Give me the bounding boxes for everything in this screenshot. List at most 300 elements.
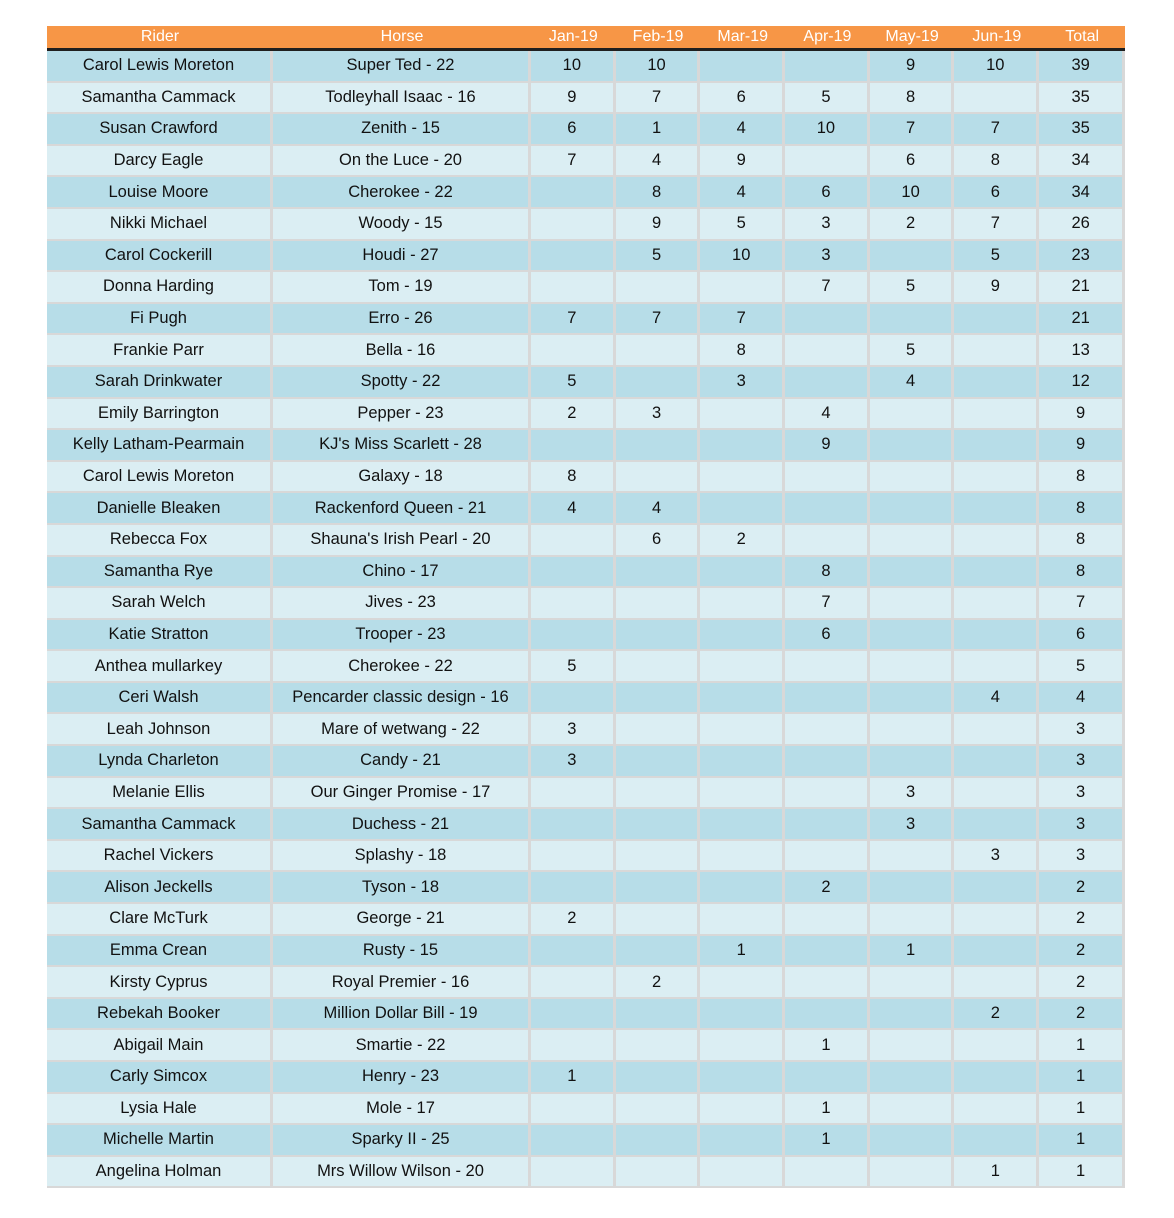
cell-horse: Tyson - 18: [273, 872, 531, 904]
cell-rider: Nikki Michael: [47, 209, 273, 241]
cell-mar: [700, 430, 785, 462]
cell-total: 3: [1039, 778, 1125, 810]
table-row: [47, 83, 1125, 115]
cell-may: [870, 967, 955, 999]
cell-rider: Donna Harding: [47, 272, 273, 304]
cell-horse: Rackenford Queen - 21: [273, 493, 531, 525]
cell-feb: [616, 462, 701, 494]
cell-total: 8: [1039, 493, 1125, 525]
cell-horse: Mole - 17: [273, 1094, 531, 1126]
cell-horse: Trooper - 23: [273, 620, 531, 652]
cell-jan: [531, 809, 616, 841]
table-row: [47, 462, 1125, 494]
cell-apr: 8: [785, 557, 870, 589]
cell-feb: 2: [616, 967, 701, 999]
cell-jun: [954, 493, 1039, 525]
cell-feb: [616, 683, 701, 715]
cell-jun: [954, 430, 1039, 462]
cell-jan: 1: [531, 1062, 616, 1094]
cell-rider: Danielle Bleaken: [47, 493, 273, 525]
cell-total: 34: [1039, 146, 1125, 178]
cell-jan: [531, 1157, 616, 1189]
cell-jun: [954, 1125, 1039, 1157]
cell-jun: [954, 367, 1039, 399]
cell-feb: 7: [616, 304, 701, 336]
cell-jan: 3: [531, 746, 616, 778]
cell-feb: [616, 1094, 701, 1126]
cell-feb: [616, 1125, 701, 1157]
cell-feb: [616, 588, 701, 620]
cell-jun: [954, 1030, 1039, 1062]
cell-mar: [700, 493, 785, 525]
cell-may: [870, 1094, 955, 1126]
cell-rider: Angelina Holman: [47, 1157, 273, 1189]
table-row: [47, 1125, 1125, 1157]
cell-jan: [531, 177, 616, 209]
cell-jun: 1: [954, 1157, 1039, 1189]
cell-jun: [954, 462, 1039, 494]
cell-apr: [785, 778, 870, 810]
cell-mar: [700, 999, 785, 1031]
cell-mar: [700, 51, 785, 83]
cell-horse: KJ's Miss Scarlett - 28: [273, 430, 531, 462]
table-row: [47, 367, 1125, 399]
cell-may: [870, 1125, 955, 1157]
cell-apr: [785, 304, 870, 336]
cell-apr: 7: [785, 272, 870, 304]
cell-apr: 4: [785, 399, 870, 431]
table-row: [47, 209, 1125, 241]
cell-feb: [616, 841, 701, 873]
cell-jun: [954, 588, 1039, 620]
cell-total: 7: [1039, 588, 1125, 620]
cell-rider: Darcy Eagle: [47, 146, 273, 178]
cell-jun: 6: [954, 177, 1039, 209]
cell-jan: [531, 999, 616, 1031]
cell-jan: [531, 335, 616, 367]
cell-feb: 4: [616, 146, 701, 178]
cell-jun: [954, 872, 1039, 904]
cell-may: 3: [870, 778, 955, 810]
cell-jan: [531, 967, 616, 999]
cell-jun: [954, 778, 1039, 810]
cell-may: [870, 399, 955, 431]
cell-jan: [531, 841, 616, 873]
cell-mar: [700, 557, 785, 589]
cell-may: [870, 525, 955, 557]
cell-mar: [700, 872, 785, 904]
cell-may: [870, 683, 955, 715]
cell-may: 7: [870, 114, 955, 146]
cell-may: 6: [870, 146, 955, 178]
table-row: [47, 177, 1125, 209]
cell-mar: [700, 1125, 785, 1157]
cell-total: 21: [1039, 272, 1125, 304]
cell-total: 6: [1039, 620, 1125, 652]
cell-mar: [700, 714, 785, 746]
cell-rider: Kirsty Cyprus: [47, 967, 273, 999]
cell-jan: [531, 272, 616, 304]
cell-horse: Tom - 19: [273, 272, 531, 304]
cell-rider: Abigail Main: [47, 1030, 273, 1062]
cell-apr: 1: [785, 1094, 870, 1126]
cell-apr: [785, 51, 870, 83]
table-row: [47, 746, 1125, 778]
cell-horse: Bella - 16: [273, 335, 531, 367]
cell-rider: Carol Lewis Moreton: [47, 462, 273, 494]
cell-jan: [531, 778, 616, 810]
cell-jan: 3: [531, 714, 616, 746]
cell-horse: Pepper - 23: [273, 399, 531, 431]
cell-feb: [616, 620, 701, 652]
cell-rider: Alison Jeckells: [47, 872, 273, 904]
cell-apr: [785, 367, 870, 399]
cell-total: 1: [1039, 1062, 1125, 1094]
cell-may: [870, 557, 955, 589]
table-row: [47, 714, 1125, 746]
cell-total: 3: [1039, 809, 1125, 841]
table-row: [47, 809, 1125, 841]
cell-jan: [531, 620, 616, 652]
cell-total: 23: [1039, 241, 1125, 273]
cell-total: 9: [1039, 399, 1125, 431]
cell-feb: [616, 1030, 701, 1062]
cell-feb: [616, 999, 701, 1031]
cell-jun: 7: [954, 114, 1039, 146]
table-row: [47, 114, 1125, 146]
cell-rider: Michelle Martin: [47, 1125, 273, 1157]
cell-rider: Kelly Latham-Pearmain: [47, 430, 273, 462]
cell-horse: Smartie - 22: [273, 1030, 531, 1062]
cell-jun: 10: [954, 51, 1039, 83]
cell-horse: Pencarder classic design - 16: [273, 683, 531, 715]
cell-feb: 8: [616, 177, 701, 209]
cell-total: 9: [1039, 430, 1125, 462]
table-row: [47, 1062, 1125, 1094]
cell-may: [870, 904, 955, 936]
cell-may: 10: [870, 177, 955, 209]
cell-total: 34: [1039, 177, 1125, 209]
cell-may: 5: [870, 272, 955, 304]
cell-jan: [531, 1094, 616, 1126]
cell-feb: [616, 778, 701, 810]
cell-apr: 5: [785, 83, 870, 115]
cell-total: 8: [1039, 557, 1125, 589]
cell-total: 8: [1039, 462, 1125, 494]
cell-jan: [531, 430, 616, 462]
header-row: [47, 26, 1125, 51]
cell-jan: [531, 241, 616, 273]
cell-horse: Henry - 23: [273, 1062, 531, 1094]
cell-total: 8: [1039, 525, 1125, 557]
cell-rider: Samantha Cammack: [47, 809, 273, 841]
cell-total: 39: [1039, 51, 1125, 83]
cell-horse: Cherokee - 22: [273, 177, 531, 209]
cell-jun: [954, 651, 1039, 683]
cell-total: 12: [1039, 367, 1125, 399]
table-row: [47, 999, 1125, 1031]
table-row: [47, 51, 1125, 83]
header-rider: Rider: [47, 26, 273, 51]
table-row: [47, 872, 1125, 904]
cell-rider: Carol Cockerill: [47, 241, 273, 273]
table-row: [47, 1030, 1125, 1062]
cell-may: [870, 462, 955, 494]
cell-jun: [954, 1062, 1039, 1094]
cell-jun: 8: [954, 146, 1039, 178]
cell-apr: [785, 746, 870, 778]
cell-jan: [531, 936, 616, 968]
cell-feb: 1: [616, 114, 701, 146]
cell-horse: On the Luce - 20: [273, 146, 531, 178]
cell-jan: [531, 1125, 616, 1157]
cell-rider: Katie Stratton: [47, 620, 273, 652]
cell-apr: [785, 493, 870, 525]
cell-mar: [700, 746, 785, 778]
cell-jan: [531, 588, 616, 620]
header-jun: Jun-19: [954, 26, 1039, 51]
cell-feb: 5: [616, 241, 701, 273]
cell-mar: [700, 1157, 785, 1189]
cell-jan: 9: [531, 83, 616, 115]
cell-jun: [954, 83, 1039, 115]
cell-rider: Samantha Cammack: [47, 83, 273, 115]
cell-horse: Million Dollar Bill - 19: [273, 999, 531, 1031]
cell-horse: Candy - 21: [273, 746, 531, 778]
cell-horse: Duchess - 21: [273, 809, 531, 841]
cell-horse: Woody - 15: [273, 209, 531, 241]
cell-feb: 6: [616, 525, 701, 557]
cell-feb: [616, 746, 701, 778]
cell-total: 3: [1039, 714, 1125, 746]
cell-jun: 5: [954, 241, 1039, 273]
cell-jun: [954, 525, 1039, 557]
cell-mar: 6: [700, 83, 785, 115]
cell-feb: 9: [616, 209, 701, 241]
cell-apr: 6: [785, 177, 870, 209]
cell-may: [870, 588, 955, 620]
cell-may: [870, 304, 955, 336]
cell-apr: 3: [785, 209, 870, 241]
cell-mar: 5: [700, 209, 785, 241]
cell-mar: [700, 588, 785, 620]
cell-mar: 8: [700, 335, 785, 367]
cell-feb: [616, 335, 701, 367]
cell-horse: Splashy - 18: [273, 841, 531, 873]
table-body: [47, 51, 1125, 1188]
cell-rider: Samantha Rye: [47, 557, 273, 589]
cell-total: 2: [1039, 936, 1125, 968]
cell-jan: [531, 872, 616, 904]
cell-jun: [954, 620, 1039, 652]
cell-mar: [700, 462, 785, 494]
header-jan: Jan-19: [531, 26, 616, 51]
cell-horse: Zenith - 15: [273, 114, 531, 146]
cell-jan: 2: [531, 904, 616, 936]
cell-mar: [700, 778, 785, 810]
header-mar: Mar-19: [700, 26, 785, 51]
cell-horse: Shauna's Irish Pearl - 20: [273, 525, 531, 557]
cell-mar: 7: [700, 304, 785, 336]
table-header: [47, 26, 1125, 51]
cell-jan: 5: [531, 367, 616, 399]
table-row: [47, 967, 1125, 999]
cell-mar: [700, 1062, 785, 1094]
table-row: [47, 588, 1125, 620]
cell-apr: 6: [785, 620, 870, 652]
cell-rider: Emily Barrington: [47, 399, 273, 431]
cell-rider: Sarah Drinkwater: [47, 367, 273, 399]
cell-total: 2: [1039, 872, 1125, 904]
cell-rider: Melanie Ellis: [47, 778, 273, 810]
table-row: [47, 683, 1125, 715]
table-row: [47, 1094, 1125, 1126]
cell-rider: Frankie Parr: [47, 335, 273, 367]
table-row: [47, 557, 1125, 589]
cell-jan: [531, 557, 616, 589]
cell-jun: [954, 1094, 1039, 1126]
cell-jan: [531, 209, 616, 241]
cell-horse: Jives - 23: [273, 588, 531, 620]
cell-feb: [616, 872, 701, 904]
cell-may: 3: [870, 809, 955, 841]
table-row: [47, 620, 1125, 652]
cell-jan: [531, 683, 616, 715]
cell-jun: [954, 967, 1039, 999]
cell-feb: 7: [616, 83, 701, 115]
cell-jan: 8: [531, 462, 616, 494]
cell-jun: [954, 746, 1039, 778]
cell-total: 2: [1039, 904, 1125, 936]
cell-mar: 4: [700, 177, 785, 209]
cell-apr: [785, 1157, 870, 1189]
cell-total: 2: [1039, 999, 1125, 1031]
cell-mar: [700, 967, 785, 999]
cell-rider: Carly Simcox: [47, 1062, 273, 1094]
cell-jun: 7: [954, 209, 1039, 241]
cell-total: 13: [1039, 335, 1125, 367]
cell-rider: Emma Crean: [47, 936, 273, 968]
cell-mar: 3: [700, 367, 785, 399]
cell-may: [870, 872, 955, 904]
cell-total: 1: [1039, 1157, 1125, 1189]
cell-feb: [616, 272, 701, 304]
table-row: [47, 493, 1125, 525]
table-row: [47, 146, 1125, 178]
cell-horse: George - 21: [273, 904, 531, 936]
cell-total: 1: [1039, 1094, 1125, 1126]
cell-feb: 10: [616, 51, 701, 83]
cell-total: 3: [1039, 841, 1125, 873]
cell-mar: 1: [700, 936, 785, 968]
cell-may: [870, 493, 955, 525]
cell-mar: [700, 272, 785, 304]
table-row: [47, 778, 1125, 810]
cell-jun: [954, 335, 1039, 367]
cell-rider: Clare McTurk: [47, 904, 273, 936]
header-horse: Horse: [273, 26, 531, 51]
leaderboard-table: [47, 26, 1125, 1188]
cell-may: [870, 430, 955, 462]
cell-apr: [785, 714, 870, 746]
cell-apr: 10: [785, 114, 870, 146]
cell-rider: Rebekah Booker: [47, 999, 273, 1031]
cell-mar: 10: [700, 241, 785, 273]
cell-feb: [616, 904, 701, 936]
cell-jun: 3: [954, 841, 1039, 873]
cell-may: 9: [870, 51, 955, 83]
cell-horse: Todleyhall Isaac - 16: [273, 83, 531, 115]
cell-jun: [954, 714, 1039, 746]
cell-may: 4: [870, 367, 955, 399]
cell-jan: [531, 525, 616, 557]
cell-feb: [616, 651, 701, 683]
cell-jun: [954, 936, 1039, 968]
cell-jun: [954, 304, 1039, 336]
cell-rider: Louise Moore: [47, 177, 273, 209]
cell-jan: [531, 1030, 616, 1062]
table-row: [47, 335, 1125, 367]
cell-apr: 2: [785, 872, 870, 904]
cell-mar: [700, 651, 785, 683]
cell-apr: [785, 904, 870, 936]
cell-total: 21: [1039, 304, 1125, 336]
table-row: [47, 399, 1125, 431]
cell-mar: [700, 683, 785, 715]
cell-may: [870, 620, 955, 652]
cell-apr: [785, 462, 870, 494]
cell-mar: 9: [700, 146, 785, 178]
cell-total: 5: [1039, 651, 1125, 683]
cell-horse: Super Ted - 22: [273, 51, 531, 83]
cell-rider: Susan Crawford: [47, 114, 273, 146]
cell-may: [870, 1030, 955, 1062]
cell-may: 5: [870, 335, 955, 367]
cell-total: 4: [1039, 683, 1125, 715]
cell-jan: 7: [531, 304, 616, 336]
cell-horse: Houdi - 27: [273, 241, 531, 273]
cell-horse: Our Ginger Promise - 17: [273, 778, 531, 810]
table-row: [47, 936, 1125, 968]
cell-mar: [700, 841, 785, 873]
cell-feb: [616, 936, 701, 968]
cell-may: [870, 714, 955, 746]
cell-apr: [785, 967, 870, 999]
cell-horse: Mrs Willow Wilson - 20: [273, 1157, 531, 1189]
cell-jun: [954, 399, 1039, 431]
cell-apr: [785, 1062, 870, 1094]
cell-horse: Rusty - 15: [273, 936, 531, 968]
cell-may: [870, 841, 955, 873]
header-total: Total: [1039, 26, 1125, 51]
cell-jan: 6: [531, 114, 616, 146]
cell-jun: 4: [954, 683, 1039, 715]
cell-may: [870, 651, 955, 683]
cell-apr: [785, 651, 870, 683]
cell-mar: [700, 620, 785, 652]
header-apr: Apr-19: [785, 26, 870, 51]
header-feb: Feb-19: [616, 26, 701, 51]
cell-may: 2: [870, 209, 955, 241]
cell-may: [870, 999, 955, 1031]
cell-mar: [700, 399, 785, 431]
cell-jun: [954, 904, 1039, 936]
cell-apr: 9: [785, 430, 870, 462]
cell-may: 8: [870, 83, 955, 115]
table-row: [47, 841, 1125, 873]
cell-apr: [785, 999, 870, 1031]
cell-rider: Fi Pugh: [47, 304, 273, 336]
